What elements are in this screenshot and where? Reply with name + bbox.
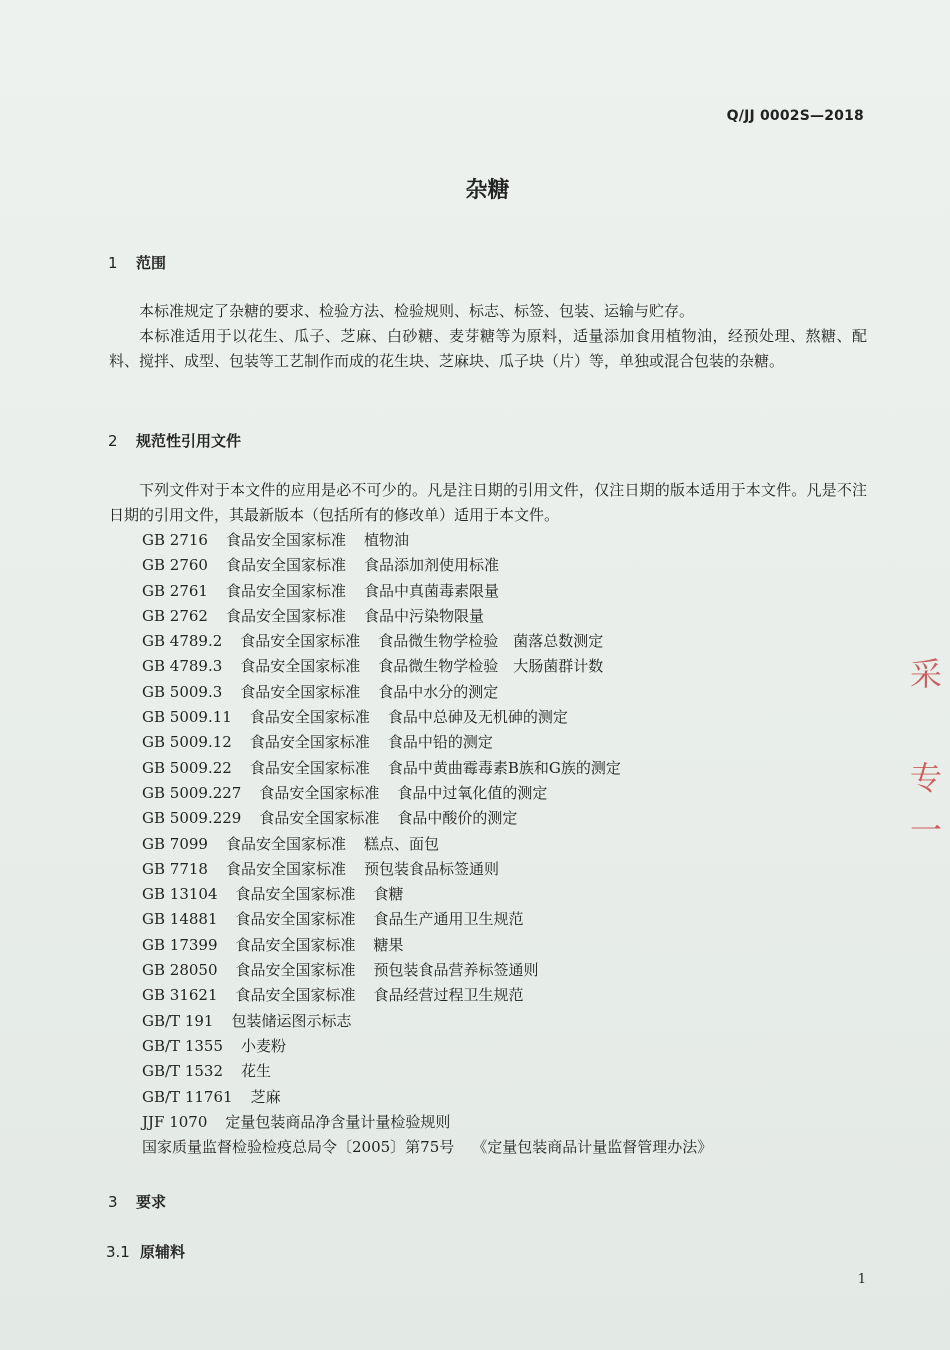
reference-code: GB 4789.2 [142, 632, 223, 651]
reference-item [142, 882, 730, 907]
reference-title: 食品安全国家标准 [225, 581, 346, 600]
reference-title: 食品安全国家标准 [249, 733, 370, 752]
subsection-number: 3.1 [106, 1243, 130, 1261]
reference-subtitle: 食品微生物学检验 菌落总数测定 [378, 632, 604, 651]
reference-title: 食品安全国家标准 [249, 758, 370, 777]
reference-item [142, 528, 730, 553]
reference-code: GB/T 11761 [142, 1087, 233, 1106]
reference-code: GB/T 1355 [142, 1036, 224, 1055]
reference-item [142, 1009, 730, 1034]
reference-subtitle: 食品中铅的测定 [387, 733, 493, 752]
reference-subtitle: 食品生产通用卫生规范 [373, 910, 524, 929]
reference-item [142, 983, 730, 1008]
reference-item [142, 1059, 730, 1084]
reference-title: 食品安全国家标准 [235, 961, 356, 980]
reference-subtitle: 食品中总砷及无机砷的测定 [387, 708, 568, 727]
reference-title: 食品安全国家标准 [235, 910, 356, 929]
reference-item [142, 705, 730, 730]
reference-title: 食品安全国家标准 [225, 531, 346, 549]
reference-title: 食品安全国家标准 [225, 859, 346, 878]
reference-code: GB 7099 [142, 834, 208, 853]
reference-title: 包装储运图示标志 [231, 1011, 352, 1030]
section-title: 要求 [136, 1193, 167, 1211]
page-title: 杂糖 [465, 178, 510, 203]
reference-code: GB 5009.11 [142, 708, 232, 727]
subsection-heading-raw-materials [106, 1241, 185, 1262]
reference-code: GB 2762 [142, 606, 208, 625]
reference-title: 定量包装商品净含量计量检验规则 [225, 1112, 451, 1131]
reference-title: 花生 [241, 1062, 272, 1081]
normative-paragraph-1: 下列文件对于本文件的应用是必不可少的。凡是注日期的引用文件，仅注日期的版本适用于本文件。凡是不注日期的引用文件，其最新版本（包括所有的修改单）适用于本文件。 [109, 481, 867, 524]
reference-list [142, 528, 730, 1160]
document-code: Q/JJ 0002S—2018 [726, 108, 864, 124]
reference-subtitle: 植物油 [363, 531, 409, 549]
reference-subtitle: 食糖 [373, 885, 404, 904]
red-seal-stamp [910, 648, 950, 849]
reference-title: 小麦粉 [241, 1036, 287, 1055]
reference-subtitle: 食品中污染物限量 [363, 606, 484, 625]
stamp-char: 采 [910, 655, 943, 693]
normative-paragraphs [109, 478, 867, 528]
reference-item [142, 654, 730, 679]
reference-subtitle: 食品添加剂使用标准 [363, 556, 499, 575]
reference-subtitle: 食品中黄曲霉毒素B族和G族的测定 [387, 758, 621, 777]
reference-title: 食品安全国家标准 [259, 783, 380, 802]
reference-title: 食品安全国家标准 [240, 632, 361, 651]
reference-subtitle: 食品经营过程卫生规范 [373, 986, 524, 1005]
reference-subtitle: 预包装食品营养标签通则 [373, 961, 539, 980]
reference-item [142, 680, 730, 705]
reference-subtitle: 食品中酸价的测定 [397, 809, 518, 828]
reference-code: GB 5009.3 [142, 682, 223, 701]
reference-item [142, 1110, 730, 1135]
stamp-char: 专 [910, 759, 943, 797]
reference-item [142, 781, 730, 806]
reference-subtitle: 糕点、面包 [363, 834, 439, 853]
reference-item [142, 579, 730, 604]
reference-code: GB 5009.22 [142, 758, 232, 777]
section-heading-scope [108, 252, 166, 273]
section-number: 2 [108, 432, 118, 450]
reference-item [142, 958, 730, 983]
reference-subtitle: 预包装食品标签通则 [363, 859, 499, 878]
reference-subtitle: 食品中真菌毒素限量 [363, 581, 499, 600]
reference-item [142, 857, 730, 882]
section-heading-requirements [108, 1191, 166, 1212]
reference-code: 国家质量监督检验检疫总局令〔2005〕第75号 [142, 1138, 455, 1157]
reference-item [142, 1135, 730, 1160]
subsection-title: 原辅料 [140, 1243, 186, 1261]
reference-item [142, 629, 730, 654]
reference-code: GB 5009.12 [142, 733, 232, 752]
reference-title: 食品安全国家标准 [259, 809, 380, 828]
reference-code: GB 13104 [142, 885, 218, 904]
section-number: 3 [108, 1193, 118, 1211]
reference-title: 食品安全国家标准 [235, 986, 356, 1005]
stamp-char [910, 700, 950, 752]
reference-title: 食品安全国家标准 [225, 834, 346, 853]
reference-item [142, 604, 730, 629]
reference-subtitle: 食品中过氧化值的测定 [397, 783, 548, 802]
reference-code: GB 4789.3 [142, 657, 223, 676]
reference-code: GB 14881 [142, 910, 218, 929]
reference-code: GB 5009.227 [142, 783, 242, 802]
reference-title: 芝麻 [250, 1087, 281, 1106]
reference-code: GB 31621 [142, 986, 218, 1005]
reference-code: GB 5009.229 [142, 809, 242, 828]
reference-title: 食品安全国家标准 [235, 885, 356, 904]
reference-item [142, 1085, 730, 1110]
reference-title: 食品安全国家标准 [240, 682, 361, 701]
reference-code: GB 2716 [142, 531, 208, 549]
reference-subtitle: 食品中水分的测定 [378, 682, 499, 701]
reference-subtitle: 食品微生物学检验 大肠菌群计数 [378, 657, 604, 676]
reference-title: 食品安全国家标准 [225, 606, 346, 625]
reference-item [142, 806, 730, 831]
reference-code: GB 28050 [142, 961, 218, 980]
reference-code: GB 2760 [142, 556, 208, 575]
reference-code: GB 7718 [142, 859, 208, 878]
scope-paragraph-1: 本标准规定了杂糖的要求、检验方法、检验规则、标志、标签、包装、运输与贮存。 [139, 302, 695, 320]
reference-item [142, 832, 730, 857]
reference-item [142, 1034, 730, 1059]
page-number: 1 [857, 1272, 866, 1287]
section-title: 规范性引用文件 [136, 432, 242, 450]
reference-item [142, 933, 730, 958]
reference-subtitle: 糖果 [373, 935, 404, 954]
reference-title: 食品安全国家标准 [235, 935, 356, 954]
reference-item [142, 907, 730, 932]
reference-code: GB/T 1532 [142, 1062, 224, 1081]
reference-title: 食品安全国家标准 [249, 708, 370, 727]
reference-item [142, 553, 730, 578]
reference-code: GB 17399 [142, 935, 218, 954]
scope-paragraph-2: 本标准适用于以花生、瓜子、芝麻、白砂糖、麦芽糖等为原料，适量添加食用植物油，经预处理、熬糖、配料、搅拌、成型、包装等工艺制作而成的花生块、芝麻块、瓜子块（片）等，单独或混合包装的杂糖。 [109, 327, 867, 370]
reference-code: GB/T 191 [142, 1011, 214, 1030]
reference-title: 食品安全国家标准 [240, 657, 361, 676]
stamp-char: 一 [910, 811, 943, 849]
reference-title: 《定量包装商品计量监督管理办法》 [472, 1138, 713, 1157]
section-number: 1 [108, 254, 118, 272]
section-title: 范围 [136, 254, 167, 272]
scope-paragraphs [109, 299, 867, 374]
section-heading-normative [108, 430, 241, 451]
reference-title: 食品安全国家标准 [225, 556, 346, 575]
reference-code: JJF 1070 [142, 1112, 208, 1131]
reference-item [142, 730, 730, 755]
reference-code: GB 2761 [142, 581, 208, 600]
reference-item [142, 756, 730, 781]
